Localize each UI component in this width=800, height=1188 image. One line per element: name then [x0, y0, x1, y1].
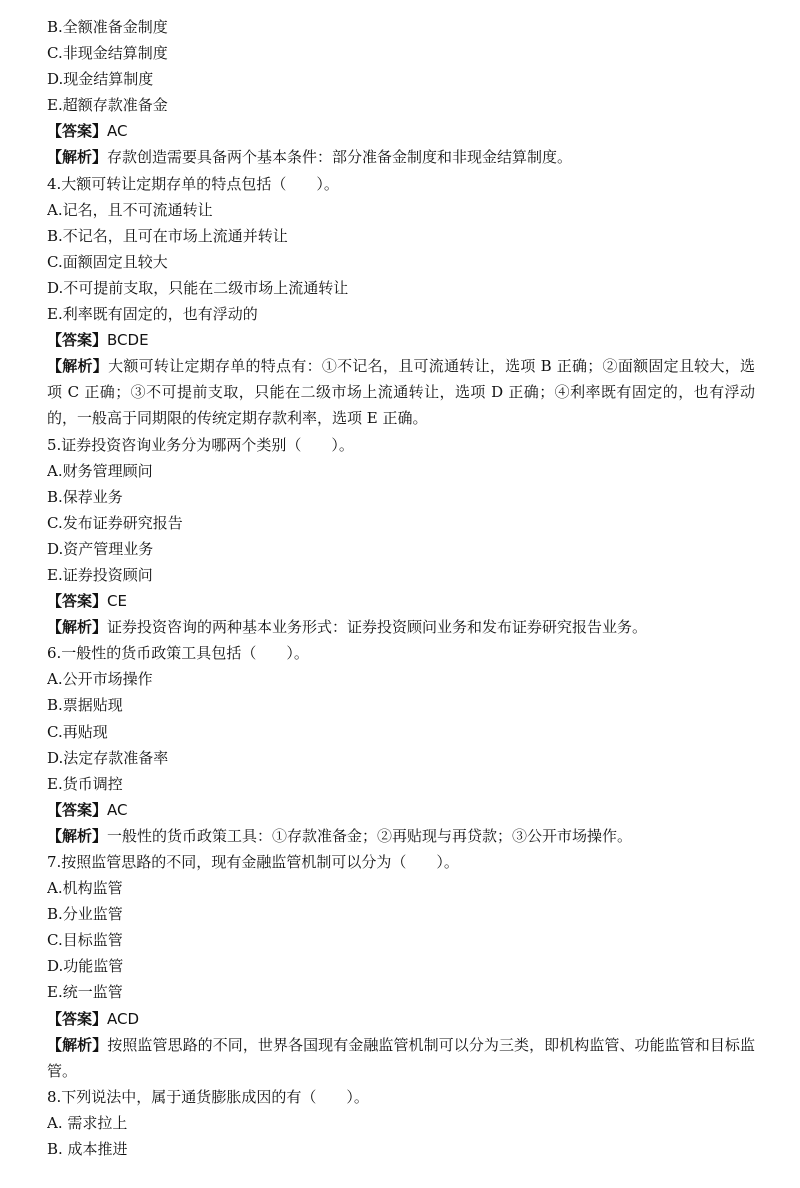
option-item: A.机构监管 — [47, 879, 123, 898]
option-item: A.记名，且不可流通转让 — [47, 200, 213, 219]
option-item: C.目标监管 — [47, 931, 123, 950]
option-item: A.公开市场操作 — [47, 670, 153, 689]
analysis-text: 一般性的货币政策工具：①存款准备金；②再贴现与再贷款；③公开市场操作。 — [107, 826, 633, 845]
option-item: D.功能监管 — [47, 957, 124, 976]
option-item: C.面额固定且较大 — [47, 252, 168, 271]
option-item: E.超额存款准备金 — [47, 96, 168, 115]
answer-line — [47, 118, 755, 144]
option-item: E.统一监管 — [47, 983, 123, 1002]
answer-line — [47, 327, 755, 353]
analysis-text: 存款创造需要具备两个基本条件：部分准备金制度和非现金结算制度。 — [107, 148, 573, 167]
analysis-paragraph — [47, 823, 755, 849]
option-item: D.不可提前支取，只能在二级市场上流通转让 — [47, 278, 349, 297]
answer-text: CE — [107, 592, 127, 611]
answer-line — [47, 588, 755, 614]
option-item: C.非现金结算制度 — [47, 44, 168, 63]
answer-label: 【答案】 — [47, 122, 108, 141]
question-stem: 7.按照监管思路的不同，现有金融监管机制可以分为（ ）。 — [47, 853, 459, 871]
answer-text: AC — [107, 122, 128, 141]
option-item: B.不记名，且可在市场上流通并转让 — [47, 226, 288, 245]
option-item: D.现金结算制度 — [47, 70, 154, 89]
option-item: A. 需求拉上 — [47, 1113, 128, 1132]
analysis-label: 【解析】 — [47, 618, 108, 637]
option-item: E.货币调控 — [47, 774, 123, 793]
option-item: C.发布证券研究报告 — [47, 513, 183, 532]
analysis-paragraph — [47, 1032, 755, 1084]
analysis-text: 按照监管思路的不同，世界各国现有金融监管机制可以分为三类，即机构监管、功能监管和目标监管。 — [47, 1035, 755, 1080]
option-item: E.利率既有固定的，也有浮动的 — [47, 305, 258, 324]
question-stem: 4.大额可转让定期存单的特点包括（ ）。 — [47, 174, 339, 193]
answer-text: BCDE — [107, 331, 149, 350]
document-page — [47, 14, 755, 1162]
answer-label: 【答案】 — [47, 592, 108, 611]
analysis-text: 证券投资咨询的两种基本业务形式：证券投资顾问业务和发布证券研究报告业务。 — [107, 618, 648, 637]
analysis-text: 大额可转让定期存单的特点有：①不记名，且可流通转让，选项 B 正确；②面额固定且较大，选项 C 正确；③不可提前支取，只能在二级市场上流通转让，选项 D 正确；④利率既有固定的，也有浮动的，一般高于同期限的传统定期存款利率，选项 E 正确。 — [47, 357, 755, 428]
option-item: B.分业监管 — [47, 905, 123, 924]
analysis-label: 【解析】 — [47, 1035, 108, 1054]
analysis-label: 【解析】 — [47, 357, 109, 376]
option-item: D.法定存款准备率 — [47, 748, 169, 767]
option-item: B.保荐业务 — [47, 487, 123, 506]
analysis-paragraph — [47, 614, 755, 640]
answer-line — [47, 797, 755, 823]
analysis-label: 【解析】 — [47, 826, 108, 845]
option-item: C.再贴现 — [47, 722, 108, 741]
question-stem: 8.下列说法中，属于通货膨胀成因的有（ ）。 — [47, 1087, 369, 1106]
question-stem: 6.一般性的货币政策工具包括（ ）。 — [47, 644, 309, 663]
analysis-label: 【解析】 — [47, 148, 108, 167]
option-item: A.财务管理顾问 — [47, 461, 153, 480]
option-item: B.票据贴现 — [47, 696, 123, 715]
answer-label: 【答案】 — [47, 331, 108, 350]
answer-label: 【答案】 — [47, 1009, 108, 1028]
answer-text: ACD — [107, 1009, 140, 1028]
analysis-paragraph — [47, 144, 755, 170]
analysis-paragraph — [47, 353, 755, 431]
answer-text: AC — [107, 800, 128, 819]
option-item: D.资产管理业务 — [47, 539, 154, 558]
option-item: E.证券投资顾问 — [47, 565, 153, 584]
question-stem: 5.证券投资咨询业务分为哪两个类别（ ）。 — [47, 435, 354, 454]
answer-line — [47, 1006, 755, 1032]
option-item: B.全额准备金制度 — [47, 18, 168, 36]
answer-label: 【答案】 — [47, 800, 108, 819]
option-item: B. 成本推进 — [47, 1140, 128, 1159]
